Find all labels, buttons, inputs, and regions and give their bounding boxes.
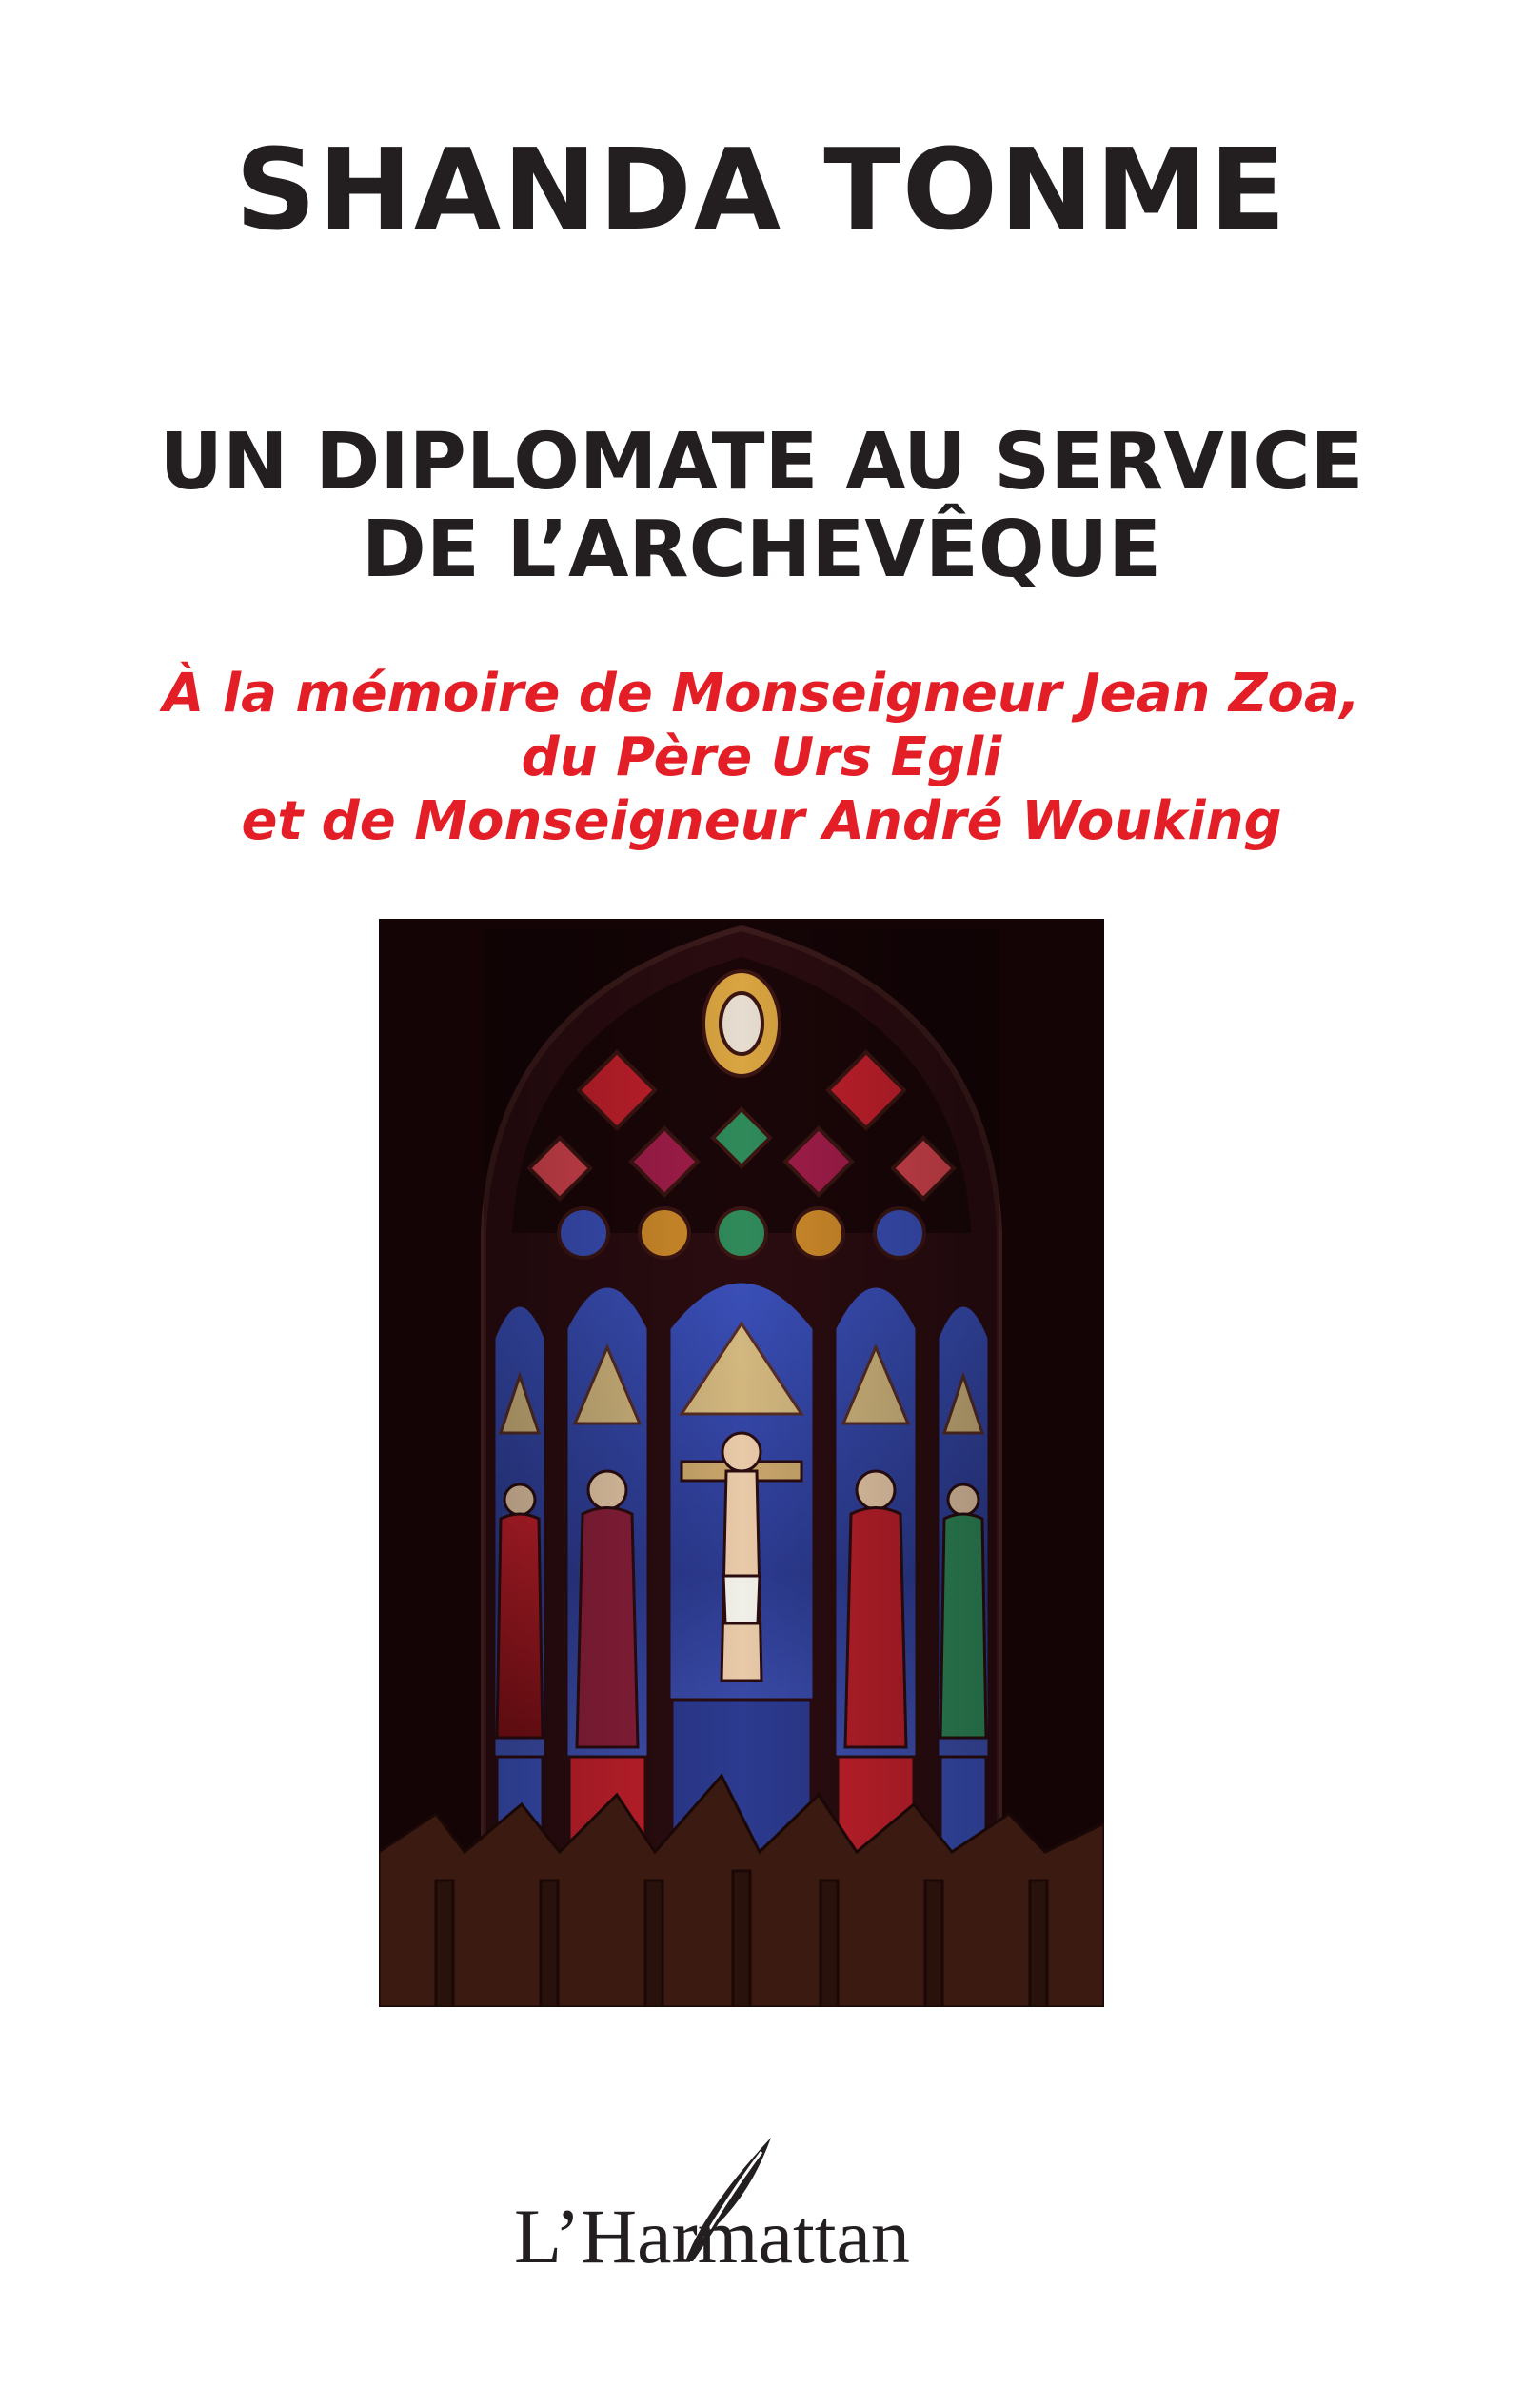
author-name: SHANDA TONME [235,124,1288,255]
subtitle-line: et de Monseigneur André Wouking [241,790,1282,853]
book-title-line: DE L’ARCHEVÊQUE [361,504,1162,595]
book-title-line: UN DIPLOMATE AU SERVICE [159,417,1364,507]
publisher-name: L’Harmattan [514,2193,910,2279]
publisher-logo [0,2133,1523,2304]
book-subtitle [0,662,1523,854]
stained-glass-window-icon [379,919,1104,2007]
stained-glass-window-image [379,919,1104,2007]
subtitle-line: du Père Urs Egli [521,726,1002,789]
subtitle-line: À la mémoire de Monseigneur Jean Zoa, [163,663,1360,725]
book-title [0,419,1523,594]
